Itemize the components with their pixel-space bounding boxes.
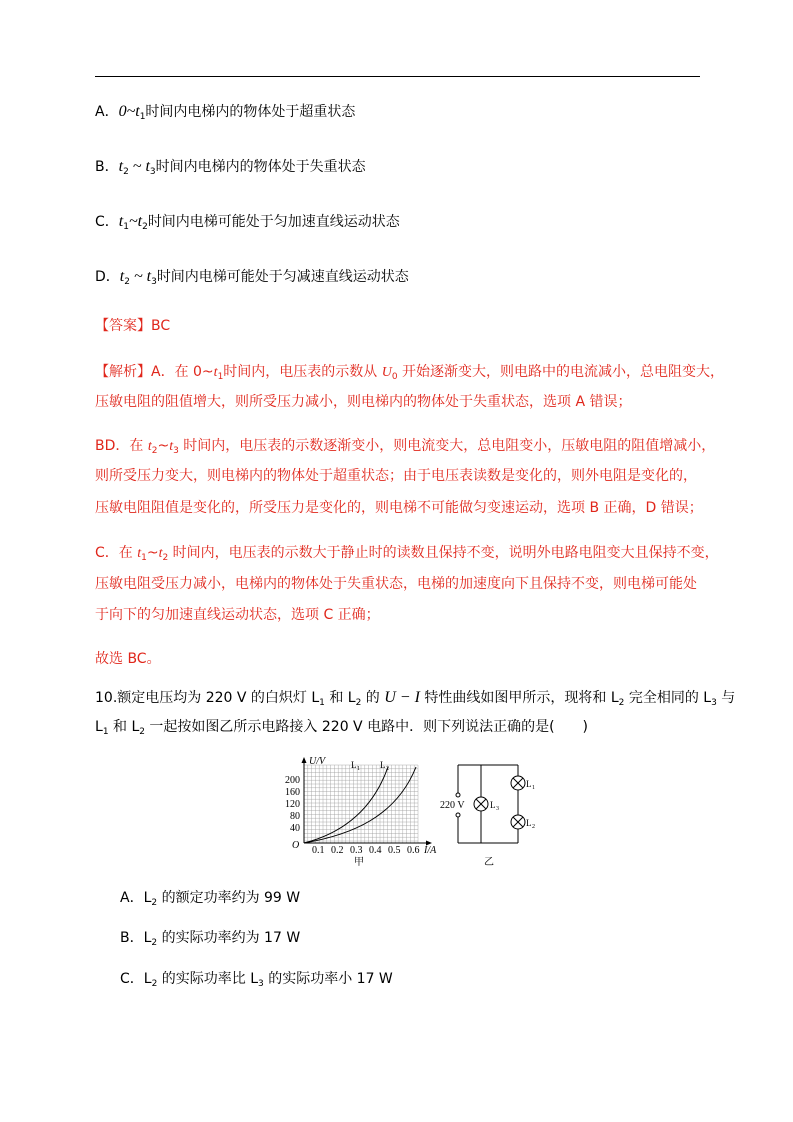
text: 开始逐渐变大，则电路中的电流减小，总电阻变大， [397,364,725,380]
x-tick: 0.2 [331,845,344,856]
math-sub: 3 [149,167,156,177]
analysis-p2-line2: 则所受压力变大，则电梯内的物体处于超重状态；由于电压表读数是变化的，则外电阻是变化的， [95,468,697,484]
math-sub: 1 [123,222,129,232]
option-d [95,267,409,292]
text: 完全相同的 L [624,690,712,706]
math-t: t [147,439,152,454]
text: 和 L [108,719,140,735]
option-b [95,157,366,182]
analysis-conclusion: 故选 BC。 [95,651,161,667]
text: 时间内，电压表的示数从 [223,364,382,380]
math-t: t [146,268,152,285]
lamp2-sub: 2 [532,824,535,830]
sub: 3 [258,979,264,989]
math-tilde: ~ [129,268,147,285]
choice-b [120,928,300,953]
y-tick: 160 [285,787,300,798]
text: 特性曲线如图甲所示，现将和 L [419,690,619,706]
choice-c [120,969,393,994]
math-ui: U − I [384,689,420,706]
choice-label: C． [120,971,144,987]
graph-grid [304,765,418,843]
option-label: C． [95,214,119,230]
sub: 2 [355,698,362,708]
math-t: t [118,158,124,175]
x-tick: 0.4 [369,845,382,856]
option-text: 时间内电梯可能处于匀加速直线运动状态 [147,214,400,230]
analysis-p1-line1 [95,362,724,387]
lamp3-sub: 3 [496,806,499,812]
option-label: A． [95,104,119,120]
analysis-p3-line1 [95,543,719,568]
option-label: B． [95,159,119,175]
x-tick: 0.6 [407,845,420,856]
curve1-label: L [351,760,357,770]
text: L [143,890,152,906]
analysis-p1-line2: 压敏电阻的阻值增大，则所受压力减小，则电梯内的物体处于失重状态，选项 A 错误； [95,394,632,410]
answer-value: BC [151,318,171,334]
math-tilde: ~ [128,213,138,230]
text: L [95,719,103,735]
math-tilde: ~ [128,158,146,175]
math-t: t [137,546,142,561]
text: L [143,971,152,987]
choice-a [120,888,300,913]
option-a [95,102,355,127]
analysis-label: 【解析】 [95,364,151,380]
text: 时间内，电压表的示数逐渐变小，则电流变大，总电阻变小，压敏电阻的阻值增减小， [178,438,716,454]
sub: 2 [151,898,158,908]
sub: 2 [139,727,145,737]
y-tick: 40 [290,823,300,834]
header-rule [95,76,700,77]
curve2-sub: 2 [386,766,389,772]
text: 的额定功率约为 99 W [157,890,301,906]
choice-label: B． [120,930,144,946]
sub: 2 [618,698,625,708]
origin-label: O [292,840,300,851]
analysis-p3-line2: 压敏电阻受压力减小，电梯内的物体处于失重状态，电梯的加速度向下且保持不变，则电梯可能处 [95,576,697,592]
text: 的实际功率比 L [157,971,259,987]
terminal-top [456,793,460,797]
math-sub: 2 [124,277,130,287]
math-sub: 3 [151,277,157,287]
curve1-sub: 1 [357,766,360,772]
math-t: t [213,365,218,380]
math-sub: 2 [123,167,129,177]
y-tick: 120 [285,799,300,810]
analysis-p2-line1 [95,436,715,461]
text: BD．在 [95,438,148,454]
text: 的实际功率约为 17 W [157,930,301,946]
choice-label: A． [120,890,144,906]
math-sub: 1 [217,372,224,382]
caption-yi: 乙 [484,857,494,867]
text: 的 [361,690,385,706]
math-sub: 1 [141,553,147,563]
math-sub: 2 [142,222,148,232]
text: 的实际功率小 17 W [263,971,393,987]
y-axis-label: U/V [309,756,326,767]
math-sub: 2 [162,553,169,563]
text: 一起按如图乙所示电路接入 220 V 电路中．则下列说法正确的是( ) [144,719,589,735]
math-t: t [135,103,140,120]
curve2-label: L [380,760,386,770]
sub: 1 [319,698,325,708]
math-zero: 0 [118,103,127,120]
math-tilde: ~ [126,103,136,120]
y-tick: 80 [290,811,300,822]
math-t: t [169,439,174,454]
y-tick: 200 [285,775,300,786]
option-text: 时间内电梯可能处于匀减速直线运动状态 [156,269,409,285]
graph-jia [285,756,437,867]
x-tick: 0.3 [350,845,363,856]
sub: 1 [102,727,109,737]
lamp1-sub: 1 [532,785,535,791]
question10-line1 [95,688,735,713]
math-sub: 2 [151,446,158,456]
analysis-p2-line3: 压敏电阻阻值是变化的，所受压力是变化的，则电梯不可能做匀变速运动，选项 B 正确，D 错误； [95,500,703,516]
math-tilde: ~ [157,438,170,454]
option-c [95,212,400,237]
math-t: t [118,213,124,230]
option-text: 时间内电梯内的物体处于超重状态 [145,104,356,120]
text: A．在 0~ [151,364,214,380]
math-sub: 0 [391,372,398,382]
lamp2-label: L [526,818,532,828]
lamp1-label: L [526,779,532,789]
lamp3-label: L [490,800,496,810]
terminal-bottom [456,813,460,817]
text: 与 [716,690,736,706]
text: 和 L [324,690,356,706]
x-tick: 0.5 [388,845,401,856]
question10-line2 [95,717,588,742]
curve-l2 [304,767,416,843]
math-t: t [158,546,163,561]
math-tilde: ~ [146,545,159,561]
math-sub: 3 [173,446,179,456]
sub: 2 [151,979,158,989]
option-text: 时间内电梯内的物体处于失重状态 [155,159,366,175]
analysis-p3-line3: 于向下的匀加速直线运动状态，选项 C 正确； [95,607,380,623]
y-axis-arrow [302,757,307,763]
math-t: t [137,213,143,230]
sub: 2 [151,938,158,948]
caption-jia: 甲 [354,857,364,867]
circuit-voltage: 220 V [440,800,465,811]
math-sub: 1 [139,112,146,122]
figure [276,755,536,867]
math-t: t [119,268,125,285]
text: 时间内，电压表的示数大于静止时的读数且保持不变，说明外电路电阻变大且保持不变， [168,545,719,561]
x-axis-label: I/A [424,845,437,856]
answer-label: 【答案】 [95,318,151,334]
text: C．在 [95,545,138,561]
x-tick: 0.1 [312,845,325,856]
sub: 3 [711,698,717,708]
math-t: t [145,158,150,175]
text: 10.额定电压均为 220 V 的白炽灯 L [95,690,320,706]
option-label: D． [95,269,120,285]
math-u: U [381,365,392,380]
text: L [143,930,152,946]
answer-line [95,316,170,336]
